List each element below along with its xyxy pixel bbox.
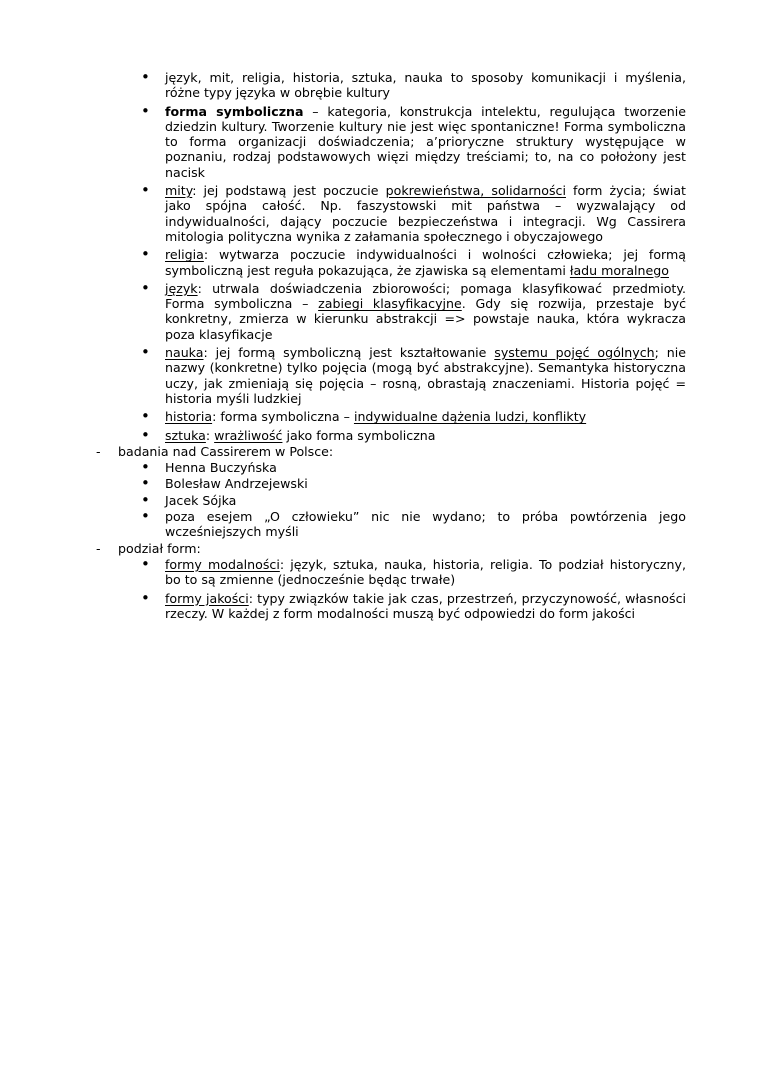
text-run: jako forma symboliczna bbox=[282, 427, 436, 443]
bullet-marker: • bbox=[141, 474, 150, 493]
bullet-marker: • bbox=[141, 343, 150, 362]
list-item-text bbox=[165, 104, 686, 180]
bullet-marker: • bbox=[141, 588, 150, 607]
list-item-dash bbox=[0, 444, 760, 459]
list-item-bullet bbox=[0, 460, 760, 475]
list-item-text bbox=[165, 476, 686, 491]
bold-term: forma symboliczna bbox=[165, 103, 304, 119]
text-run: badania nad Cassirerem w Polsce: bbox=[118, 443, 334, 459]
text-run: podział form: bbox=[118, 540, 201, 556]
list-item-text bbox=[165, 409, 686, 424]
text-run: form życia; świat jako spójna całość. Np. faszystowski mit państwa – wyzwalający od indywidualności, dający poczucie bezpieczeństwa i integracji. Wg Cassirera mitologia polityczna wynika z załamania społecznego i obyczajowego bbox=[165, 183, 686, 244]
underlined-term: formy jakości bbox=[165, 590, 249, 606]
text-run: Jacek Sójka bbox=[165, 492, 237, 508]
list-item-dash bbox=[0, 541, 760, 556]
underlined-term: historia bbox=[165, 409, 213, 425]
bullet-marker: • bbox=[141, 458, 150, 477]
text-run: . Gdy się rozwija, przestaje być konkretny, zmierza w kierunku abstrakcji => powstaje nauka, która wykracza poza klasyfikacje bbox=[165, 296, 686, 342]
list-item-text bbox=[165, 281, 686, 342]
text-run: : bbox=[205, 427, 215, 443]
bullet-marker: • bbox=[141, 278, 150, 297]
text-run: : wytwarza poczucie indywidualności i wolności człowieka; jej formą symboliczną jest reguła pokazująca, że zjawiska są elementami bbox=[165, 247, 686, 278]
list-item-bullet bbox=[0, 554, 760, 588]
list-item-text bbox=[165, 428, 686, 443]
text-run: : jej formą symboliczną jest kształtowanie bbox=[203, 345, 495, 361]
text-run: poza esejem „O człowieku” nic nie wydano; to próba powtórzenia jego wcześniejszych myśli bbox=[165, 509, 686, 540]
text-run: język, mit, religia, historia, sztuka, nauka to sposoby komunikacji i myślenia, różne typy języka w obrębie kultury bbox=[165, 70, 686, 101]
bullet-marker: • bbox=[141, 507, 150, 526]
dash-marker: - bbox=[96, 540, 101, 556]
text-run: : typy związków takie jak czas, przestrzeń, przyczynowość, własności rzeczy. W każdej z form modalności muszą być odpowiedzi do form jakości bbox=[165, 590, 686, 621]
underlined-term: sztuka bbox=[165, 427, 206, 443]
list-item-bullet bbox=[0, 490, 760, 509]
list-item-bullet bbox=[0, 409, 760, 424]
text-run: Henna Buczyńska bbox=[165, 460, 277, 476]
bullet-marker: • bbox=[141, 407, 150, 426]
list-item-bullet bbox=[0, 70, 760, 101]
list-item-text bbox=[118, 444, 686, 459]
list-item-text bbox=[165, 557, 686, 588]
text-run: : jej podstawą jest poczucie bbox=[192, 183, 386, 199]
bullet-marker: • bbox=[141, 554, 150, 573]
underlined-term: wrażliwość bbox=[214, 427, 283, 443]
list-item-text bbox=[165, 247, 686, 278]
list-item-text bbox=[165, 493, 686, 508]
underlined-term: ładu moralnego bbox=[569, 262, 669, 278]
underlined-term: nauka bbox=[165, 345, 204, 361]
text-run: : utrwala doświadczenia zbiorowości; pomaga klasyfikować przedmioty. Forma symboliczna – bbox=[165, 280, 686, 312]
list-item-bullet bbox=[0, 476, 760, 491]
underlined-term: religia bbox=[165, 247, 204, 263]
list-item-text bbox=[165, 183, 686, 244]
list-item-text bbox=[165, 509, 686, 540]
text-run: ; nie nazwy (konkretne) tylko pojęcia (mogą być abstrakcyjne). Semantyka historyczna uczy, jak zmieniają się pojęcia – rosną, obrastają znaczeniami. Historia pojęć = historia myśli ludzkiej bbox=[165, 345, 686, 406]
underlined-term: indywidualne dążenia ludzi, konflikty bbox=[353, 409, 587, 425]
underlined-term: systemu pojęć ogólnych bbox=[494, 345, 655, 361]
underlined-term: mity bbox=[165, 183, 193, 199]
list-item-bullet bbox=[0, 588, 760, 622]
list-item-bullet bbox=[0, 278, 760, 342]
list-item-bullet bbox=[0, 247, 760, 278]
bullet-marker: • bbox=[141, 425, 150, 444]
bullet-marker: • bbox=[141, 68, 150, 86]
list-item-text bbox=[165, 70, 686, 101]
list-item-bullet bbox=[0, 509, 760, 540]
list-item-bullet bbox=[0, 345, 760, 406]
list-item-text bbox=[165, 345, 686, 406]
text-run: : język, sztuka, nauka, historia, religia. To podział historyczny, bo to są zmienne (jednocześnie będąc trwałe) bbox=[165, 556, 686, 588]
list-item-bullet bbox=[0, 425, 760, 444]
dash-marker: - bbox=[96, 443, 101, 459]
list-item-bullet bbox=[0, 101, 760, 180]
text-run: Bolesław Andrzejewski bbox=[165, 476, 308, 492]
bullet-marker: • bbox=[141, 490, 150, 509]
underlined-term: pokrewieństwa, solidarności bbox=[385, 183, 566, 199]
list-item-bullet bbox=[0, 183, 760, 244]
list-item-text bbox=[165, 460, 686, 475]
underlined-term: formy modalności bbox=[165, 556, 280, 572]
bullet-marker: • bbox=[141, 181, 150, 200]
text-run: : forma symboliczna – bbox=[212, 409, 354, 425]
bullet-marker: • bbox=[141, 245, 150, 264]
underlined-term: zabiegi klasyfikacyjne bbox=[318, 296, 462, 312]
underlined-term: język bbox=[165, 280, 198, 296]
list-item-text bbox=[165, 591, 686, 622]
text-run: – kategoria, konstrukcja intelektu, regulująca tworzenie dziedzin kultury. Tworzenie kultury nie jest więc spontaniczne! Forma symboliczna to forma organizacji doświadczenia; a’prioryczne struktury występujące w poznaniu, rodzaj podstawowych więzi między treściami; to, na co położony jest nacisk bbox=[165, 103, 686, 180]
bullet-marker: • bbox=[141, 101, 150, 120]
list-item-text bbox=[118, 541, 686, 556]
document-page bbox=[0, 70, 760, 624]
